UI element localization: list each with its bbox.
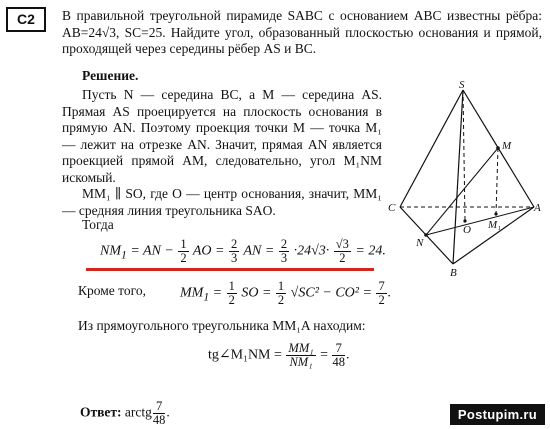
eq2-lhs: MM xyxy=(180,285,204,301)
label-a: A xyxy=(534,202,541,214)
median-na xyxy=(426,207,534,235)
label-m: M xyxy=(502,140,512,152)
eq1-frac4: $\frac{√3}{2}$ xyxy=(335,237,349,265)
eq1-frac2: $\frac{2}{3}$ xyxy=(230,237,238,265)
answer-label: Ответ: xyxy=(80,404,122,420)
problem-text: В правильной треугольной пирамиде SABC с основанием ABC известны рёбра: AB=24√3, SC=25. Найдите угол, образованный плоскостью основания и прямой, проходящей через середины рёбер AS и BC. xyxy=(62,8,542,56)
eq1-lhs-sub: 1 xyxy=(121,248,127,262)
red-underline xyxy=(86,268,374,271)
point-o xyxy=(463,219,466,222)
eq3-frac2: $\frac{7}{48}$ xyxy=(332,341,345,369)
solution-paragraph-2: MM₁ ∥ SO, где O — центр основания, значит, MM₁ — средняя линия треугольника SAO. xyxy=(62,186,382,218)
answer-line xyxy=(80,400,170,427)
solution-paragraph-1: Пусть N — середина BC, а M — середина AS. Прямая AS проецируется на плоскость основания в прямую AN. Поэтому проекция точки M — точка M₁ — лежит на отрезке AN. Значит, прямая AN является проекцией прямой AM, следовательно, угол M₁NM искомый. xyxy=(62,87,382,185)
label-c: C xyxy=(388,202,396,214)
eq2-lhs-sub: 1 xyxy=(203,290,210,304)
eq1-part2: AO = xyxy=(192,243,225,259)
answer-func: arctg xyxy=(124,404,152,420)
then-label: Тогда xyxy=(82,217,114,232)
eq2-frac1: $\frac{1}{2}$ xyxy=(228,279,235,307)
eq2-frac2: $\frac{1}{2}$ xyxy=(277,279,285,307)
point-m xyxy=(496,146,500,150)
edge-sb xyxy=(453,90,463,264)
label-s: S xyxy=(459,79,465,91)
answer-end: . xyxy=(166,404,170,420)
point-n xyxy=(424,233,428,237)
watermark-logo: Postupim.ru xyxy=(450,404,545,425)
eq1-frac1: $\frac{1}{2}$ xyxy=(180,237,187,265)
answer-frac: $\frac{7}{48}$ xyxy=(152,399,166,427)
height-so xyxy=(463,90,465,221)
eq2-frac3: $\frac{7}{2}$ xyxy=(378,279,385,307)
eq1-part4: ·24√3· xyxy=(293,243,330,259)
eq3-lhs: tg∠M₁NM = xyxy=(208,347,282,363)
point-m1 xyxy=(494,212,497,215)
eq1-lhs: NM xyxy=(100,243,121,259)
solution-text xyxy=(62,87,382,219)
eq1-part3: AN = xyxy=(243,243,275,259)
eq1-part1: = AN − xyxy=(130,243,174,259)
eq2-end: . xyxy=(387,285,392,301)
problem-number-badge: C2 xyxy=(6,7,46,32)
label-n: N xyxy=(416,237,424,249)
besides-label: Кроме того, xyxy=(78,283,146,298)
eq3-eq: = xyxy=(320,347,328,363)
eq1-frac3: $\frac{2}{3}$ xyxy=(280,237,288,265)
label-m1: M₁ xyxy=(488,219,501,231)
pyramid-figure xyxy=(380,78,545,278)
equation-tangent xyxy=(208,342,349,369)
from-triangle-text: Из прямоугольного треугольника MM₁A находим: xyxy=(78,318,366,333)
eq2-so: SO = xyxy=(241,285,272,301)
eq3-end: . xyxy=(345,347,350,363)
segment-mm1 xyxy=(496,148,498,214)
eq3-frac1: $\frac{\text{MM₁}}{\text{NM₁}}$ xyxy=(288,341,314,369)
solution-heading: Решение. xyxy=(82,68,139,83)
label-b: B xyxy=(450,267,457,278)
eq2-sqrt: √SC² − CO² = xyxy=(290,285,372,301)
equation-nm1 xyxy=(100,238,386,265)
label-o: O xyxy=(463,224,471,236)
eq1-result: = 24. xyxy=(355,243,386,259)
equation-mm1 xyxy=(180,280,391,307)
edge-sc xyxy=(400,90,463,207)
problem-statement xyxy=(62,8,542,58)
eq2-eq: = xyxy=(212,285,223,301)
